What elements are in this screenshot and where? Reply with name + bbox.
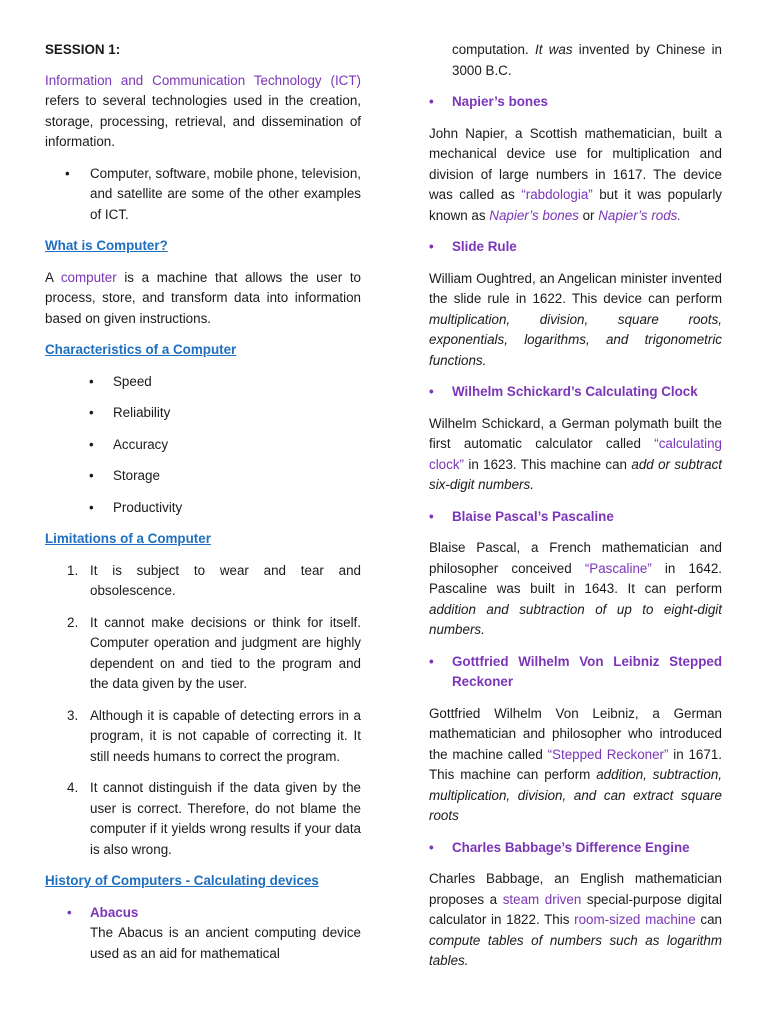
characteristics-list: [45, 372, 361, 519]
left-column: [45, 40, 361, 964]
bullet-icon: •: [67, 904, 72, 920]
napier-paragraph: John Napier, a Scottish mathematician, built a mechanical device use for multiplication and division of large numbers in 1617. The device was called as “rabdologia” but it was popularly known as Napier’s bones or Napier’s rods.: [429, 125, 722, 223]
bullet-icon: •: [429, 94, 434, 109]
list-item: 1. It is subject to wear and tear and obsolescence.: [67, 562, 361, 598]
characteristics-heading: Characteristics of a Computer: [45, 342, 237, 357]
abacus-title: Abacus: [90, 904, 139, 920]
bullet-icon: •: [89, 436, 94, 452]
list-item: 3. Although it is capable of detecting errors in a program, it is not capable of correcting it. It still needs humans to correct the program.: [67, 707, 361, 764]
list-item: • Reliability: [45, 403, 361, 424]
babbage-paragraph: Charles Babbage, an English mathematician proposes a steam driven special-purpose digital calculator in 1822. This room-sized machine can compute tables of numbers such as logarithm tables.: [429, 871, 723, 968]
napier-heading: • Napier’s bones: [429, 92, 722, 113]
right-column: [429, 40, 722, 983]
what-is-computer-paragraph: A computer is a machine that allows the user to process, store, and transform data into information based on given instructions.: [45, 269, 361, 326]
list-item: • Speed: [45, 372, 361, 393]
bullet-icon: •: [429, 239, 434, 254]
pascal-heading: • Blaise Pascal’s Pascaline: [429, 507, 722, 528]
ict-bullet: [45, 164, 361, 226]
list-item: • Storage: [45, 466, 361, 487]
abacus-item: [45, 903, 361, 965]
ict-paragraph: [45, 71, 361, 153]
limitations-list: [45, 561, 361, 861]
bullet-icon: •: [89, 468, 94, 483]
babbage-heading: • Charles Babbage’s Difference Engine: [429, 838, 722, 859]
ict-bullet-text: Computer, software, mobile phone, television, and satellite are some of the other examples of ICT.: [90, 165, 361, 222]
bullet-icon: •: [429, 839, 434, 855]
schickard-paragraph: Wilhelm Schickard, a German polymath built the first automatic calculator called “calculating clock” in 1623. This machine can add or subtract six-digit numbers.: [429, 415, 722, 492]
bullet-icon: •: [89, 405, 94, 420]
abacus-text: The Abacus is an ancient computing device used as an aid for mathematical: [90, 925, 361, 961]
bullet-icon: •: [65, 165, 70, 181]
bullet-icon: •: [89, 373, 94, 389]
ict-text: refers to several technologies used in the creation, storage, processing, retrieval, and dissemination of information.: [45, 93, 361, 149]
slide-rule-heading: • Slide Rule: [429, 237, 722, 258]
list-item: 4. It cannot distinguish if the data given by the user is correct. Therefore, do not blame the computer if it yields wrong results if your data is also wrong.: [67, 780, 361, 857]
schickard-heading: • Wilhelm Schickard’s Calculating Clock: [429, 382, 722, 403]
list-item: • Productivity: [45, 498, 361, 519]
bullet-icon: •: [429, 384, 434, 399]
session-title: SESSION 1:: [45, 42, 121, 57]
bullet-icon: •: [429, 653, 434, 669]
ict-term: Information and Communication Technology (ICT): [45, 72, 361, 88]
leibniz-paragraph: Gottfried Wilhelm Von Leibniz, a German mathematician and philosopher who introduced the machine called “Stepped Reckoner” in 1671. This machine can perform addition, subtraction, multiplication, division, and can extract square roots: [429, 705, 722, 823]
computer-term: computer: [60, 269, 117, 285]
abacus-continued: computation. It was invented by Chinese in 3000 B.C.: [452, 42, 722, 78]
slide-rule-paragraph: William Oughtred, an Angelican minister invented the slide rule in 1622. This device can perform multiplication, division, square roots, exponentials, logarithms, and trigonometric functions.: [429, 270, 722, 368]
list-item: 2. It cannot make decisions or think for itself. Computer operation and judgment are highly dependent on and tied to the program and the data given by the user.: [67, 614, 361, 691]
list-item: • Accuracy: [45, 435, 361, 456]
limitations-heading: Limitations of a Computer: [45, 531, 211, 546]
leibniz-heading: • Gottfried Wilhelm Von Leibniz Stepped Reckoner: [429, 653, 722, 689]
bullet-icon: •: [89, 499, 94, 515]
what-is-computer-heading: What is Computer?: [45, 238, 168, 253]
pascal-paragraph: Blaise Pascal, a French mathematician and philosopher conceived “Pascaline” in 1642. Pascaline was built in 1643. It can perform addition and subtraction of up to eight-digit numbers.: [429, 540, 722, 637]
bullet-icon: •: [429, 508, 434, 524]
history-heading: History of Computers - Calculating devices: [45, 873, 319, 888]
